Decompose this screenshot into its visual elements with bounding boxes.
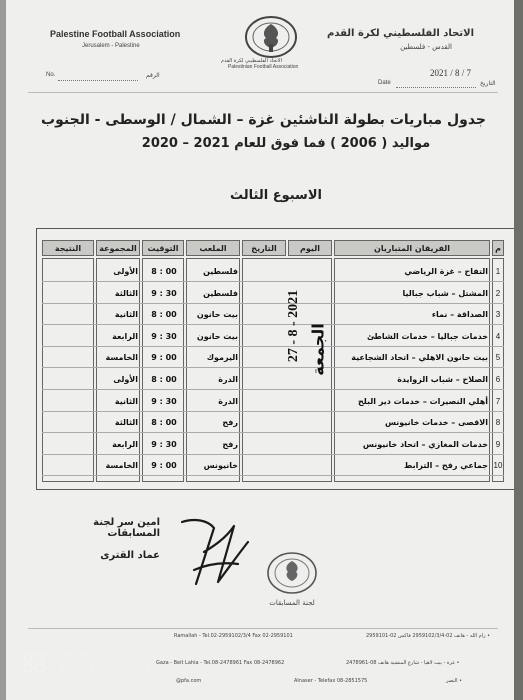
org-name-en: Palestine Football Association xyxy=(50,29,181,39)
footer-line3-ar: • النصر xyxy=(446,678,463,684)
row-stadium: اليرموك xyxy=(206,353,238,363)
row-number: 2 xyxy=(495,288,501,298)
number-label: No. xyxy=(46,72,56,78)
stamp-text: لجنة المسابقات xyxy=(269,599,315,607)
row-number: 3 xyxy=(495,310,501,320)
row-group: الثالثة xyxy=(114,418,138,428)
row-time: 8 : 00 xyxy=(151,375,177,384)
row-divider xyxy=(42,475,504,476)
row-teams: الصداقة – نماء xyxy=(431,310,488,320)
row-number: 5 xyxy=(495,353,501,363)
row-time: 8 : 00 xyxy=(151,267,177,276)
row-teams: الاقصى – خدمات خانيونس xyxy=(384,418,488,428)
week-title: الاسبوع الثالث xyxy=(230,188,322,203)
row-divider xyxy=(42,367,504,368)
row-stadium: الدرة xyxy=(218,375,238,384)
org-location-en: Jerusalem - Palestine xyxy=(82,43,140,49)
row-teams: خدمات المغازي – اتحاد خانيونس xyxy=(362,439,488,449)
row-group: الثالثة xyxy=(114,288,138,298)
col-num-header: م xyxy=(492,240,504,256)
col-teams-header: الفريقان المتباريان xyxy=(334,240,490,256)
footer-divider xyxy=(28,628,498,629)
header-divider xyxy=(28,92,498,93)
row-time: 9 : 30 xyxy=(151,396,177,406)
footer-line1-en: Ramallah - Tel.02-2959102/3/4 Fax 02-2959101 xyxy=(174,633,293,639)
number-label-ar: الرقم xyxy=(146,72,160,79)
row-time: 9 : 00 xyxy=(151,353,177,363)
letter-date: 2021 / 8 / 7 xyxy=(430,68,472,78)
row-time: 9 : 30 xyxy=(151,439,177,449)
row-time: 8 : 00 xyxy=(151,418,177,428)
row-divider xyxy=(42,454,504,455)
document-page xyxy=(6,0,514,700)
row-stadium: خانيونس xyxy=(203,461,238,471)
row-teams: المشتل – شباب جباليا xyxy=(402,288,488,298)
row-time: 9 : 00 xyxy=(151,461,177,471)
col-day-header: اليوم xyxy=(288,240,332,256)
row-number: 6 xyxy=(495,375,501,384)
row-stadium: رفح xyxy=(222,418,238,428)
row-teams: بيت حانون الاهلي – اتحاد الشجاعية xyxy=(351,353,488,363)
footer-line1-ar: • رام الله - هاتف 02-2959102/3/4 فاكس 02-2959101 xyxy=(366,633,491,639)
date-line xyxy=(396,87,476,88)
row-number: 1 xyxy=(495,267,501,276)
row-stadium: الدرة xyxy=(218,396,238,406)
row-divider xyxy=(42,346,504,347)
secretary-title: امين سر لجنة المسابقات xyxy=(93,517,160,539)
row-group: الثانية xyxy=(114,396,138,406)
row-divider xyxy=(42,432,504,433)
row-stadium: بيت حانون xyxy=(196,310,238,320)
row-teams: جماعي رفح – الترابط xyxy=(404,461,488,471)
row-number: 9 xyxy=(495,439,501,449)
secretary-name: عماد القترى xyxy=(100,550,160,561)
row-number: 8 xyxy=(495,418,501,428)
doc-subtitle: مواليد ( 2006 ) فما فوق للعام 2021 – 2020 xyxy=(141,136,431,151)
row-teams: التفاح – غزة الرياضي xyxy=(404,267,488,276)
row-time: 9 : 30 xyxy=(151,331,177,341)
org-name-ar: الاتحاد الفلسطيني لكرة القدم xyxy=(326,28,474,39)
row-group: الخامسة xyxy=(105,461,138,471)
camera-watermark-icon xyxy=(22,652,48,674)
handwritten-signature xyxy=(174,512,254,592)
row-time: 9 : 30 xyxy=(151,288,177,298)
row-divider xyxy=(42,281,504,282)
camera-watermark-caption: AI QUAD CAMERA xyxy=(60,664,153,674)
row-number: 4 xyxy=(495,331,501,341)
logo-caption-ar: الاتحاد الفلسطيني لكرة القدم xyxy=(221,58,283,64)
pfa-logo-icon xyxy=(242,14,300,60)
row-stadium: فلسطين xyxy=(203,288,238,298)
match-day: الجمعة xyxy=(308,323,328,376)
match-date: 27 - 8 - 2021 xyxy=(286,289,302,363)
logo-caption-en: Palestinian Football Association xyxy=(228,64,299,70)
row-divider xyxy=(42,303,504,304)
row-teams: الصلاح – شباب الزوايدة xyxy=(397,375,488,384)
row-teams: خدمات جباليا – خدمات الشاطئ xyxy=(367,331,488,341)
org-location-ar: القدس - فلسطين xyxy=(400,43,452,51)
footer-line3-email: @pfa.com xyxy=(176,678,202,684)
row-teams: أهلي النصيرات – خدمات دير البلح xyxy=(357,396,488,406)
number-line xyxy=(58,80,138,81)
date-label-ar: التاريخ xyxy=(480,80,496,87)
row-group: الثانية xyxy=(114,310,138,320)
row-group: الرابعة xyxy=(112,439,138,449)
col-group-header: المجموعة xyxy=(96,240,140,256)
page-edge-shadow xyxy=(514,0,523,700)
row-group: الرابعة xyxy=(112,331,138,341)
col-result-header: النتيجة xyxy=(42,240,94,256)
col-stadium-header: الملعب xyxy=(186,240,240,256)
row-stadium: فلسطين xyxy=(203,267,238,276)
row-divider xyxy=(42,324,504,325)
date-label: Date xyxy=(378,80,391,86)
row-group: الأولى xyxy=(113,375,138,384)
row-group: الخامسة xyxy=(105,353,138,363)
row-divider xyxy=(42,389,504,390)
footer-line2-ar: • غزة - بيت لاهيا - شارع المنشية هاتف 08-2478961 xyxy=(346,660,460,666)
committee-stamp xyxy=(254,545,330,615)
row-time: 8 : 00 xyxy=(151,310,177,320)
row-group: الأولى xyxy=(113,267,138,276)
row-divider xyxy=(42,411,504,412)
col-result xyxy=(42,258,94,482)
col-date-header: التاريخ xyxy=(242,240,286,256)
row-stadium: رفح xyxy=(222,439,238,449)
footer-line2-en: Gaza - Beit Lahia - Tel.08-2478961 Fax 08-2478962 xyxy=(156,660,285,666)
camera-watermark-model: REDMI NOTE 9 xyxy=(60,650,137,660)
col-time-header: التوقيت xyxy=(142,240,184,256)
row-number: 7 xyxy=(495,396,501,406)
row-stadium: بيت حانون xyxy=(196,331,238,341)
row-number: 10 xyxy=(493,461,503,471)
footer-line3-en: Alnaser - Telefax 08-2851575 xyxy=(294,678,368,684)
doc-title: جدول مباريات بطولة الناشئين غزة – الشمال / الوسطى - الجنوب xyxy=(41,112,486,128)
